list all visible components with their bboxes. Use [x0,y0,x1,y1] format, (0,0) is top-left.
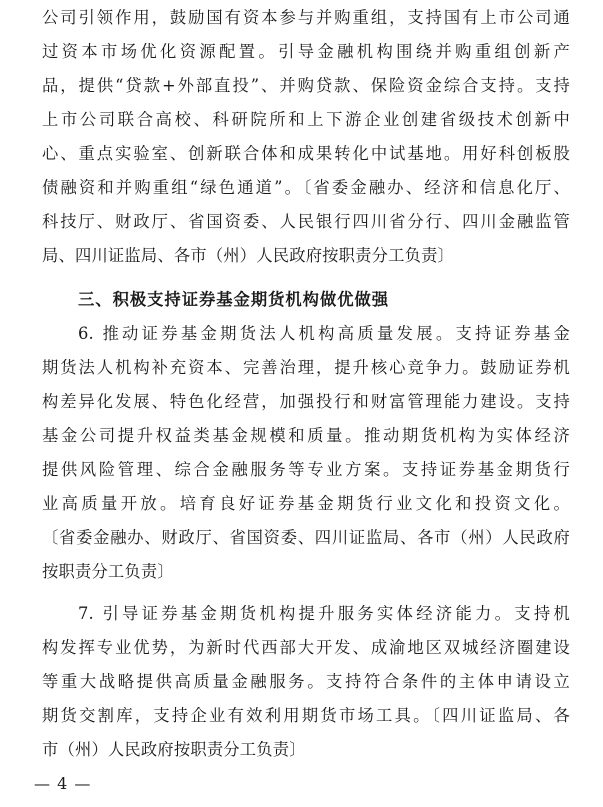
text-line-19: 构发挥专业优势，为新时代西部大开发、成渝地区双城经济圈建设 [42,638,570,657]
text-line-14: 提供风险管理、综合金融服务等专业方案。支持证券基金期货行 [42,460,570,479]
text-line-5: 心、重点实验室、创新联合体和成果转化中试基地。用好科创板股 [42,144,570,163]
text-line-13: 基金公司提升权益类基金规模和质量。推动期货机构为实体经济 [42,426,570,445]
text-line-6: 债融资和并购重组“绿色通道”。〔省委金融办、经济和信息化厅、 [42,178,570,197]
text-line-1: 公司引领作用，鼓励国有资本参与并购重组，支持国有上市公司通 [42,8,570,27]
page-number: — 4 — [34,774,92,793]
text-line-20: 等重大战略提供高质量金融服务。支持符合条件的主体申请设立 [42,672,570,691]
item-7-heading-line: 7. 引导证券基金期货机构提升服务实体经济能力。支持机 [78,604,570,623]
section-heading: 三、积极支持证券基金期货机构做优做强 [78,290,390,309]
text-line-22: 市（州）人民政府按职责分工负责〕 [42,740,306,759]
text-line-16: 〔省委金融办、财政厅、省国资委、四川证监局、各市（州）人民政府 [42,528,570,547]
text-line-8: 局、四川证监局、各市（州）人民政府按职责分工负责〕 [42,246,455,265]
text-line-15: 业高质量开放。培育良好证券基金期货行业文化和投资文化。 [42,494,570,513]
text-line-4: 上市公司联合高校、科研院所和上下游企业创建省级技术创新中 [42,110,570,129]
text-line-2: 过资本市场优化资源配置。引导金融机构围绕并购重组创新产 [42,42,570,61]
text-line-3: 品，提供“贷款+外部直投”、并购贷款、保险资金综合支持。支持 [42,76,570,95]
text-line-17: 按职责分工负责〕 [42,562,174,581]
text-line-11: 期货法人机构补充资本、完善治理，提升核心竞争力。鼓励证券机 [42,358,570,377]
text-line-21: 期货交割库，支持企业有效利用期货市场工具。〔四川证监局、各 [42,706,570,725]
item-6-heading-line: 6. 推动证券基金期货法人机构高质量发展。支持证券基金 [78,324,570,343]
text-line-7: 科技厅、财政厅、省国资委、人民银行四川省分行、四川金融监管 [42,212,570,231]
text-line-12: 构差异化发展、特色化经营，加强投行和财富管理能力建设。支持 [42,392,570,411]
